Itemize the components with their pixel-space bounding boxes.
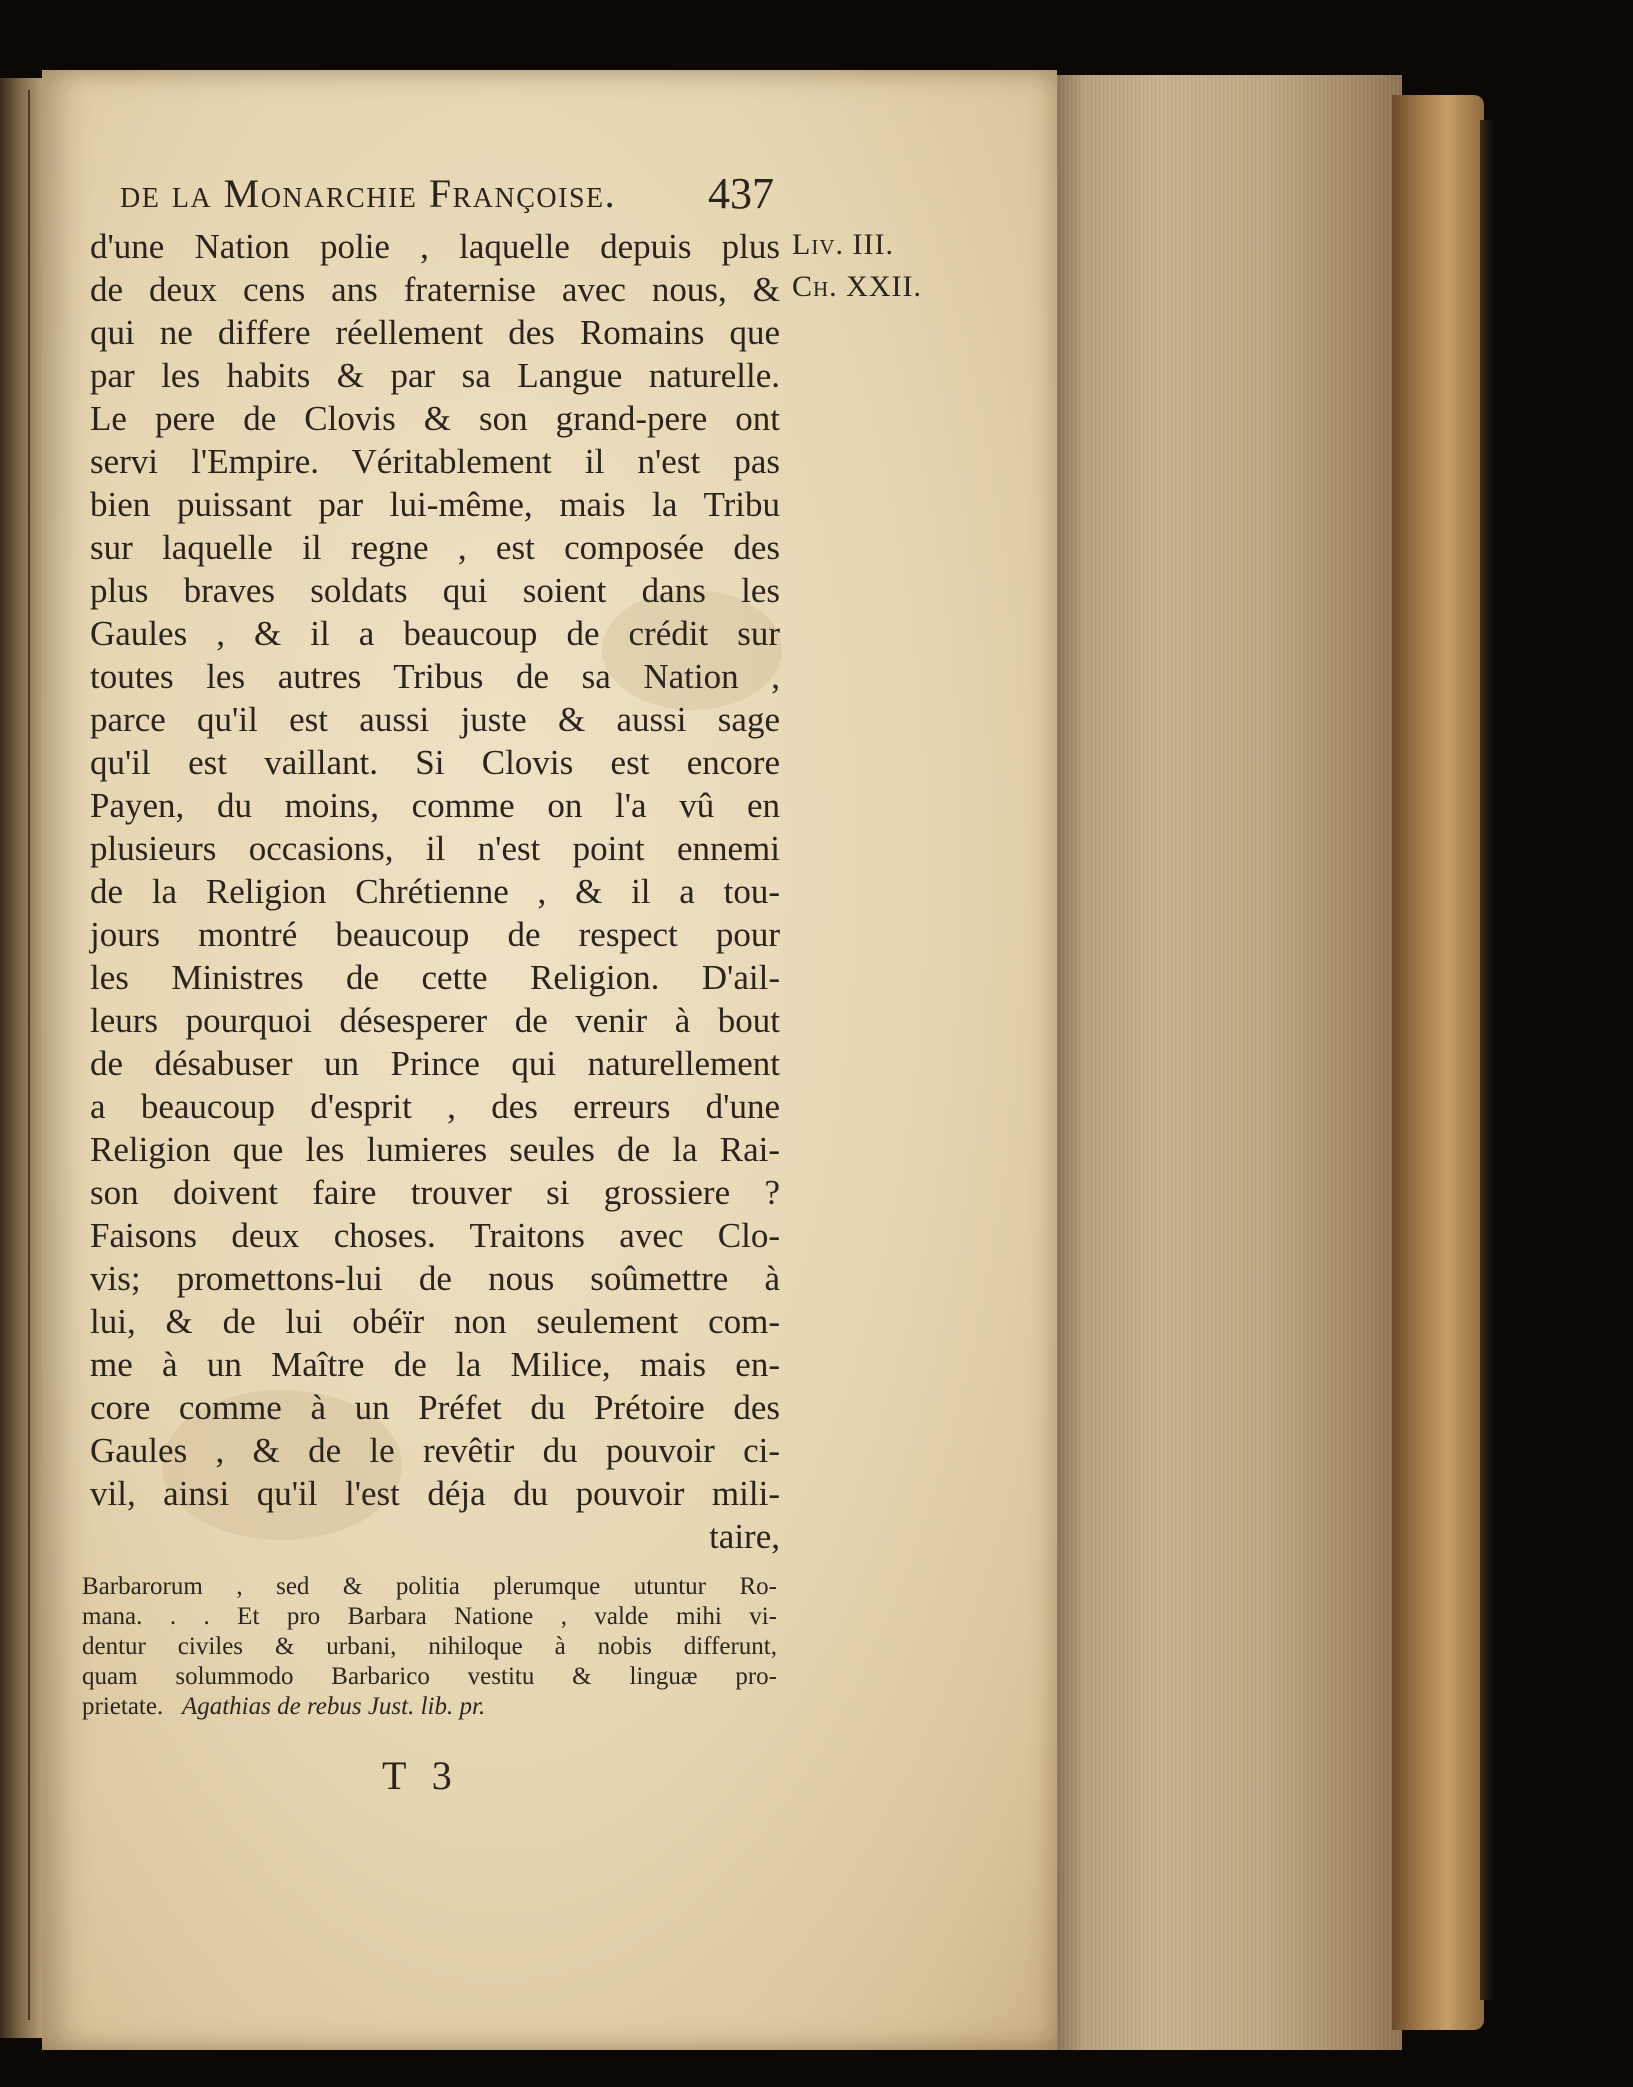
body-line: d'une Nation polie , laquelle depuis plus	[90, 227, 780, 266]
footnote-line: dentur civiles & urbani, nihiloque à nobis differunt,	[82, 1633, 777, 1660]
body-line: plusieurs occasions, il n'est point ennemi	[90, 829, 780, 868]
footnote-line: mana. . . Et pro Barbara Natione , valde mihi vi-	[82, 1603, 777, 1630]
body-line: de désabuser un Prince qui naturellement	[90, 1044, 780, 1083]
body-text	[90, 225, 780, 1558]
cover-shadow	[1480, 120, 1494, 2000]
body-line: Gaules , & de le revêtir du pouvoir ci-	[90, 1431, 780, 1470]
body-line: qu'il est vaillant. Si Clovis est encore	[90, 743, 780, 782]
footnote-end-word: prietate.	[82, 1693, 164, 1720]
body-line: leurs pourquoi désesperer de venir à bout	[90, 1001, 780, 1040]
body-line: les Ministres de cette Religion. D'ail-	[90, 958, 780, 997]
body-line: de deux cens ans fraternise avec nous, &	[90, 270, 780, 309]
page-number: 437	[708, 169, 774, 218]
body-line: servi l'Empire. Véritablement il n'est pas	[90, 442, 780, 481]
body-line: lui, & de lui obéïr non seulement com-	[90, 1302, 780, 1341]
body-line: Gaules , & il a beaucoup de crédit sur	[90, 614, 780, 653]
body-line: plus braves soldats qui soient dans les	[90, 571, 780, 610]
body-line: son doivent faire trouver si grossiere ?	[90, 1173, 780, 1212]
footnote	[82, 1572, 777, 1722]
body-line: parce qu'il est aussi juste & aussi sage	[90, 700, 780, 739]
body-line: Faisons deux choses. Traitons avec Clo-	[90, 1216, 780, 1255]
body-line: qui ne differe réellement des Romains que	[90, 313, 780, 352]
page-block-fore-edge	[1057, 75, 1402, 2050]
body-line: de la Religion Chrétienne , & il a tou-	[90, 872, 780, 911]
footnote-line: Barbarorum , sed & politia plerumque utuntur Ro-	[82, 1573, 777, 1600]
body-line: sur laquelle il regne , est composée des	[90, 528, 780, 567]
body-line: me à un Maître de la Milice, mais en-	[90, 1345, 780, 1384]
signature-mark: T 3	[382, 1753, 460, 1798]
body-line: vis; promettons-lui de nous soûmettre à	[90, 1259, 780, 1298]
binding-cover-edge	[1392, 95, 1484, 2030]
body-line: bien puissant par lui-même, mais la Tribu	[90, 485, 780, 524]
margin-note-book: Liv. III.	[792, 228, 894, 261]
facing-page-edge	[0, 78, 42, 2038]
margin-note-chapter: Ch. XXII.	[792, 270, 922, 303]
body-line: toutes les autres Tribus de sa Nation ,	[90, 657, 780, 696]
body-line: Le pere de Clovis & son grand-pere ont	[90, 399, 780, 438]
body-line: a beaucoup d'esprit , des erreurs d'une	[90, 1087, 780, 1126]
body-line: Payen, du moins, comme on l'a vû en	[90, 786, 780, 825]
footnote-line: quam solummodo Barbarico vestitu & linguæ pro-	[82, 1663, 777, 1690]
body-line: core comme à un Préfet du Prétoire des	[90, 1388, 780, 1427]
body-line: Religion que les lumieres seules de la Rai-	[90, 1130, 780, 1169]
body-line: jours montré beaucoup de respect pour	[90, 915, 780, 954]
body-line: par les habits & par sa Langue naturelle.	[90, 356, 780, 395]
body-line: vil, ainsi qu'il l'est déja du pouvoir mili-	[90, 1474, 780, 1513]
running-head: de la Monarchie Françoise.	[120, 171, 617, 216]
footnote-line-last	[82, 1692, 777, 1722]
gutter-line	[28, 90, 30, 2020]
body-line-catchword: taire,	[709, 1517, 780, 1556]
footnote-citation: Agathias de rebus Just. lib. pr.	[181, 1693, 486, 1720]
